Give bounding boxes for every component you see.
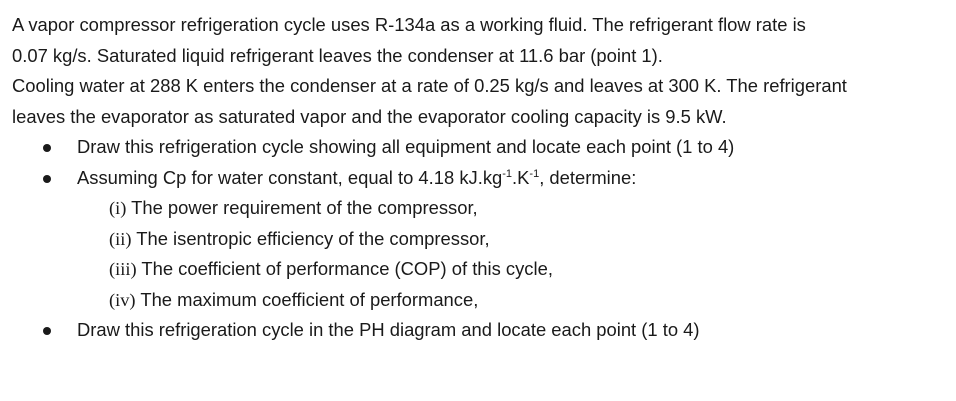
bullet-dot-icon bbox=[43, 144, 51, 152]
bullet-item-draw-cycle bbox=[12, 132, 947, 163]
roman-numeral: (iii) bbox=[109, 259, 137, 279]
bullet-text: Draw this refrigeration cycle in the PH diagram and locate each point (1 to 4) bbox=[77, 319, 700, 340]
bullet-text: Draw this refrigeration cycle showing all equipment and locate each point (1 to 4) bbox=[77, 136, 735, 157]
sub-item-text: The coefficient of performance (COP) of this cycle, bbox=[136, 258, 553, 279]
bullet-text-mid: .K bbox=[512, 166, 530, 188]
bullet-text-after: , determine: bbox=[539, 166, 637, 188]
paragraph-line-3: Cooling water at 288 K enters the condenser at a rate of 0.25 kg/s and leaves at 300 K. The refrigerant bbox=[12, 75, 847, 96]
paragraph-line-2: 0.07 kg/s. Saturated liquid refrigerant leaves the condenser at 11.6 bar (point 1). bbox=[12, 44, 663, 66]
paragraph-line-1: A vapor compressor refrigeration cycle uses R-134a as a working fluid. The refrigerant flow rate is bbox=[12, 14, 806, 35]
sub-item-power bbox=[12, 193, 947, 224]
sub-item-cop bbox=[12, 254, 947, 285]
bullet-text-before: Assuming Cp for water constant, equal to 4.18 kJ.kg bbox=[77, 166, 503, 188]
superscript-exponent: -1 bbox=[502, 167, 513, 180]
bullet-dot-icon bbox=[43, 175, 51, 183]
roman-numeral: (ii) bbox=[109, 228, 132, 249]
sub-item-text: The power requirement of the compressor, bbox=[126, 197, 478, 218]
sub-item-efficiency bbox=[12, 224, 947, 255]
roman-numeral: (i) bbox=[109, 198, 127, 218]
bullet-item-ph-diagram bbox=[12, 315, 947, 346]
sub-item-max-cop bbox=[12, 285, 947, 316]
bullet-dot-icon bbox=[43, 327, 51, 335]
roman-numeral: (iv) bbox=[109, 289, 136, 310]
problem-statement bbox=[12, 10, 947, 346]
superscript-exponent: -1 bbox=[529, 167, 540, 180]
bullet-item-assuming-cp bbox=[12, 163, 947, 194]
paragraph-line-4: leaves the evaporator as saturated vapor and the evaporator cooling capacity is 9.5 kW. bbox=[12, 105, 727, 127]
sub-item-text: The maximum coefficient of performance, bbox=[135, 288, 479, 310]
sub-item-text: The isentropic efficiency of the compressor, bbox=[131, 227, 490, 249]
